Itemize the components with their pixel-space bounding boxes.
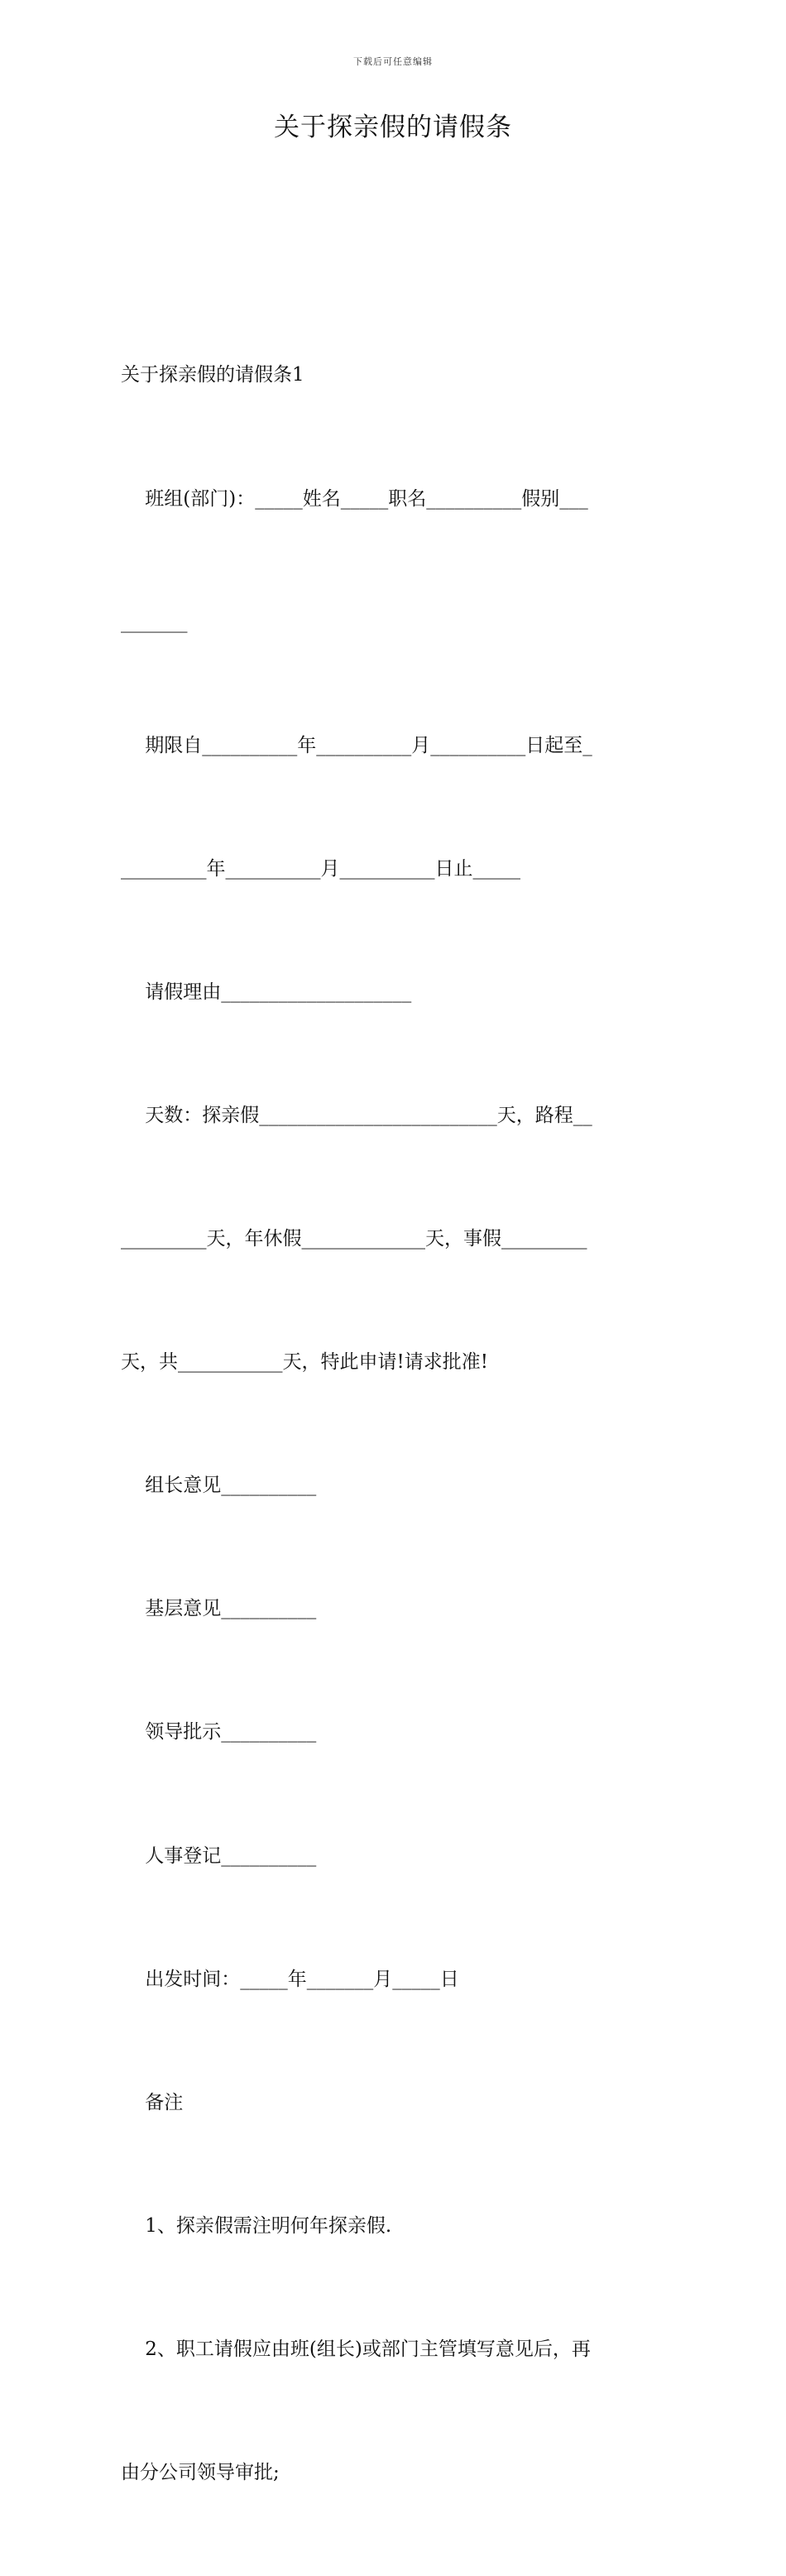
document-title: 关于探亲假的请假条: [274, 113, 512, 142]
form-line-period-start: 期限自__________年__________月__________日起至_: [121, 734, 592, 756]
form-line-hr-registration: 人事登记__________: [121, 1844, 317, 1867]
header-note: 下载后可任意编辑: [353, 56, 433, 67]
form-line-departure-time: 出发时间：_____年_______月_____日: [121, 1968, 459, 1990]
note-item-1: 1、探亲假需注明何年探亲假.: [121, 2214, 392, 2237]
form-line-days-total: 天，共___________天，特此申请!请求批准!: [121, 1351, 488, 1374]
form-line-period-end: _________年__________月__________日止_____: [121, 857, 520, 880]
form-line-grassroots-opinion: 基层意见__________: [121, 1598, 317, 1620]
note-item-2-continued: 由分公司领导审批;: [121, 2462, 280, 2483]
form-line-department-name-position-leave-type: 班组(部门)：_____姓名_____职名__________假别___: [121, 487, 588, 510]
form-line-continued: _______: [121, 611, 188, 633]
form-line-leader-approval: 领导批示__________: [121, 1721, 317, 1744]
document-body: [121, 273, 669, 2576]
section-heading: 关于探亲假的请假条1: [121, 364, 304, 386]
form-line-team-leader-opinion: 组长意见__________: [121, 1475, 317, 1497]
note-item-2: 2、职工请假应由班(组长)或部门主管填写意见后，再: [121, 2338, 591, 2360]
notes-heading: 备注: [121, 2091, 184, 2113]
form-line-days-home-leave: 天数：探亲假_________________________天，路程__: [121, 1104, 592, 1126]
form-line-reason: 请假理由____________________: [121, 981, 412, 1003]
form-line-days-annual-leave: _________天，年休假_____________天，事假_________: [121, 1228, 587, 1250]
